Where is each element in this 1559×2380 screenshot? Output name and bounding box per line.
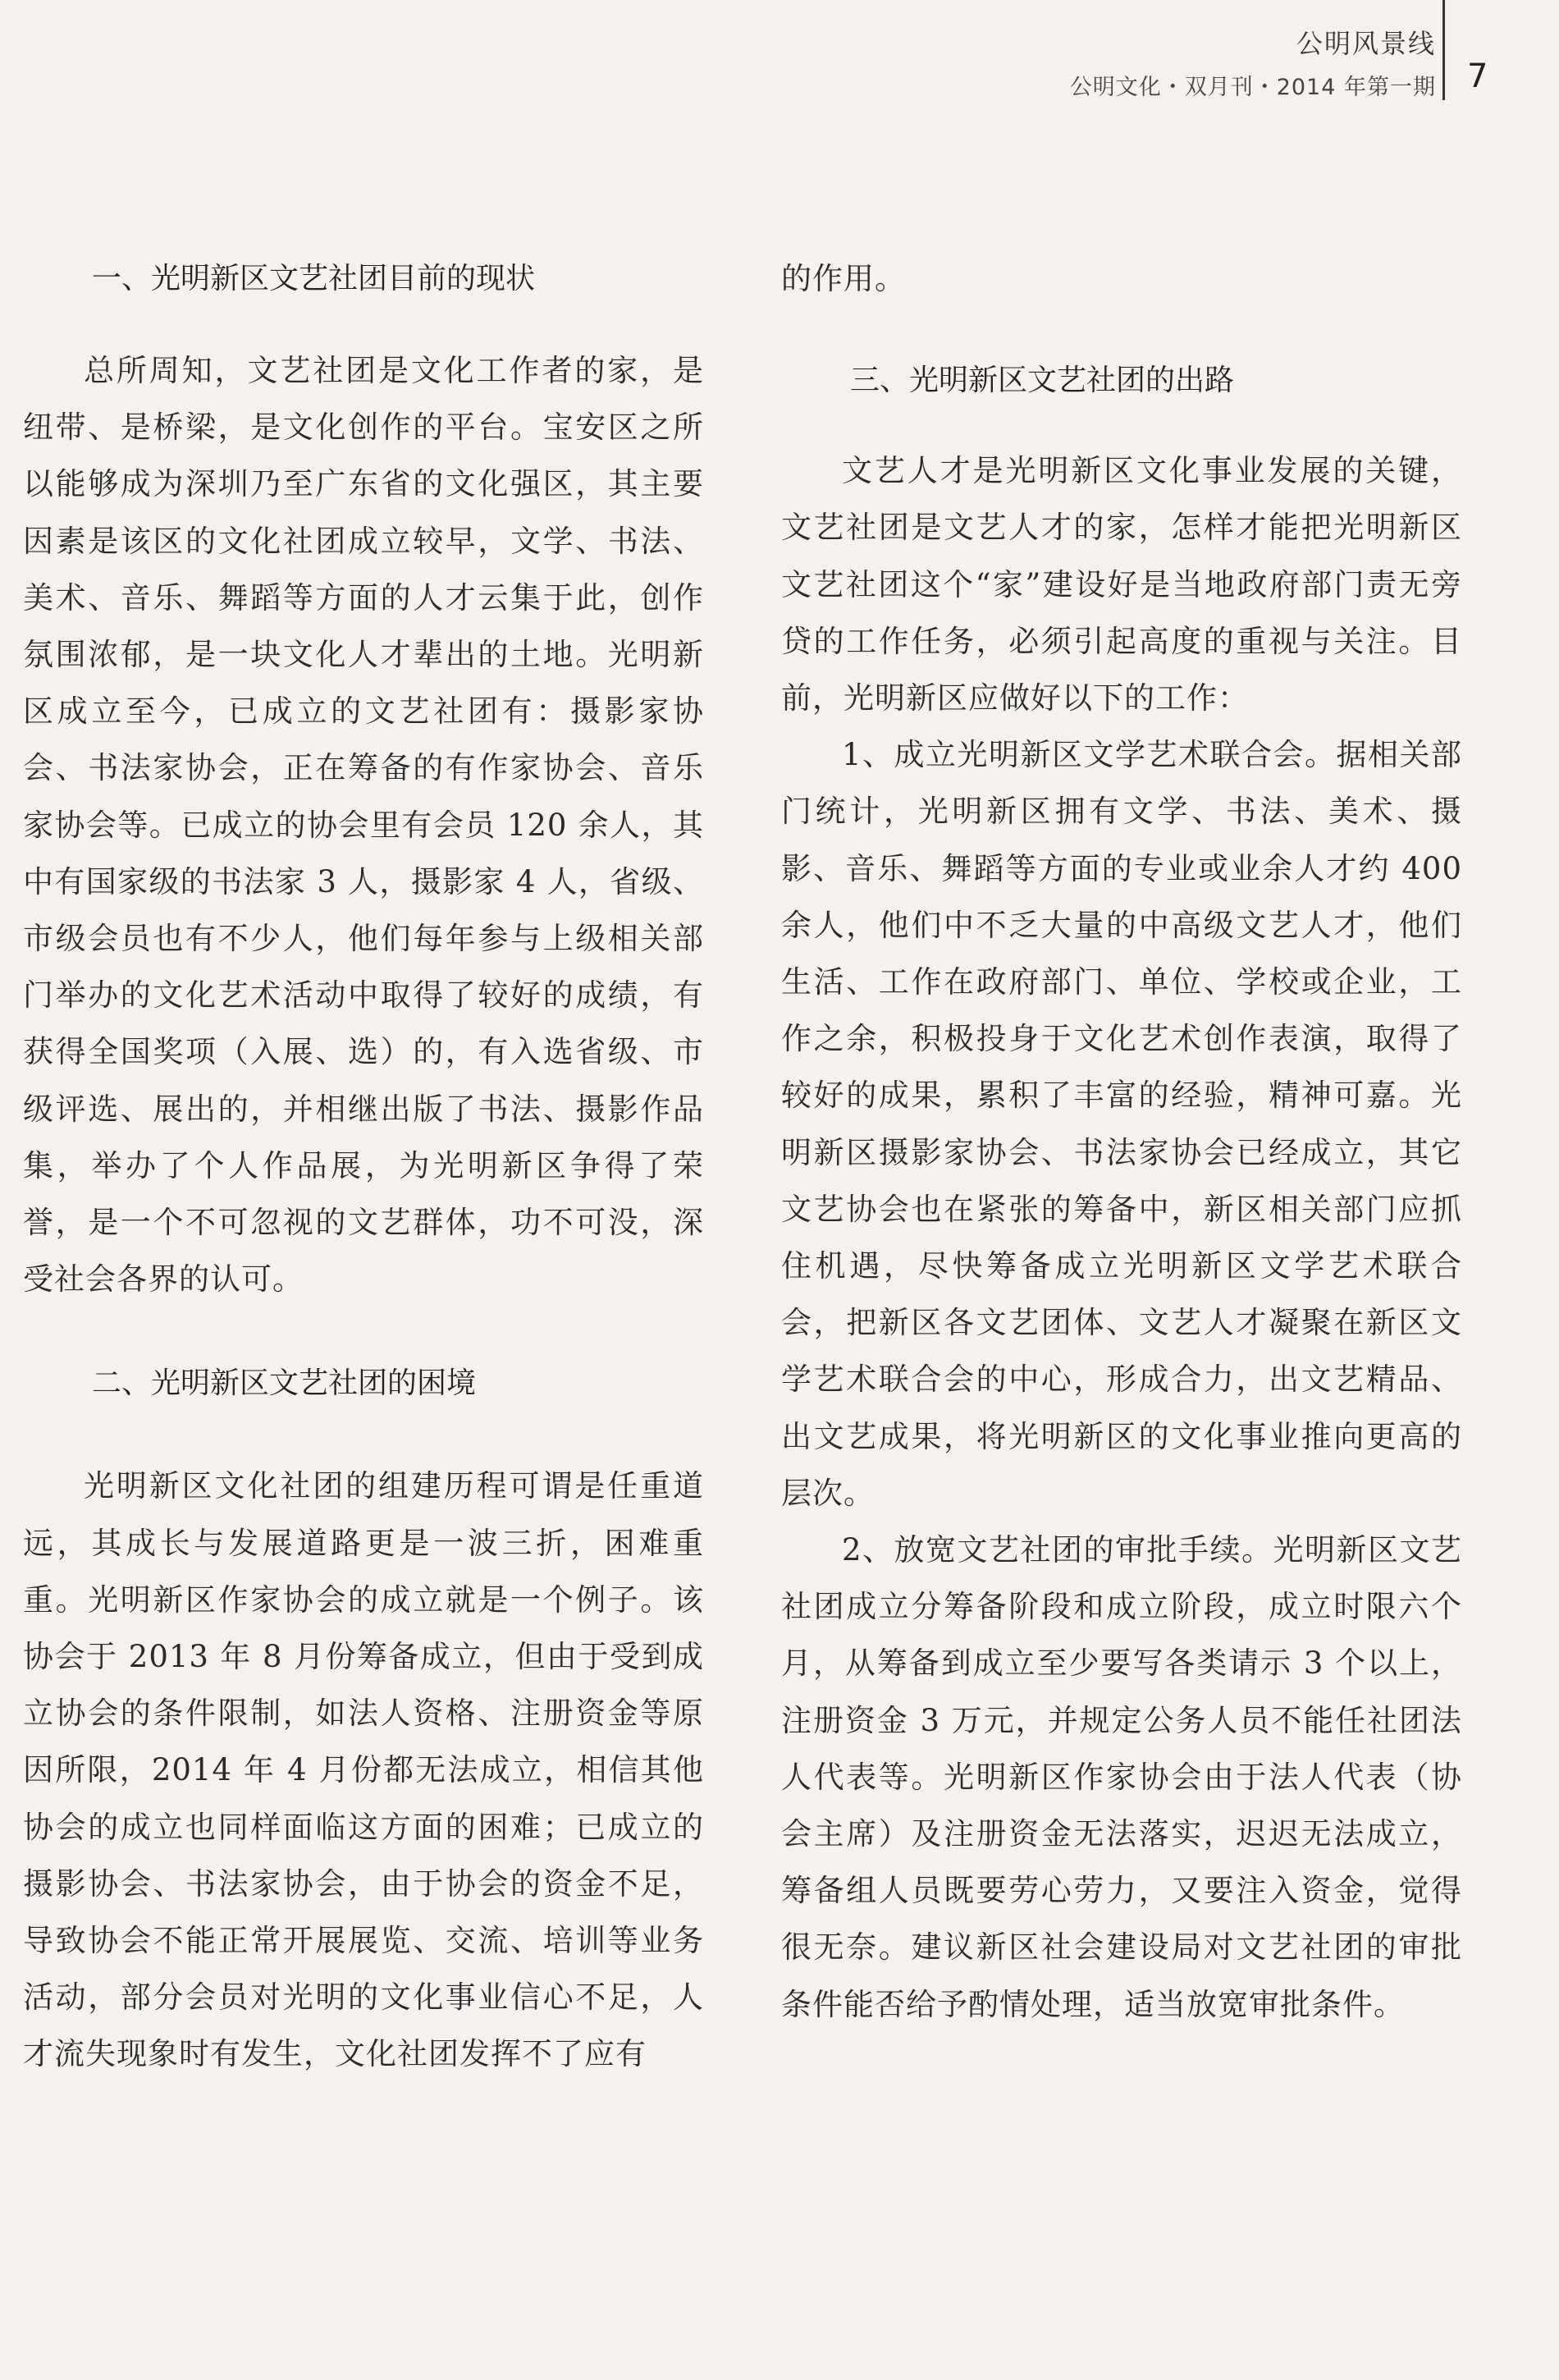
section-heading-1: 一、光明新区文艺社团目前的现状 [92,262,536,295]
right-column [781,250,1462,2033]
column-title: 公明风景线 [1296,28,1436,59]
section-1-paragraph: 总所周知，文艺社团是文化工作者的家，是纽带、是桥梁，是文化创作的平台。宝安区之所以能够成为深圳乃至广东省的文化强区，其主要因素是该区的文化社团成立较早，文学、书法、美术、音乐、舞蹈等方面的人才云集于此，创作氛围浓郁，是一块文化人才辈出的土地。光明新区成立至今，已成立的文艺社团有：摄影家协会、书法家协会，正在筹备的有作家协会、音乐家协会等。已成立的协会里有会员 120 余人，其中有国家级的书法家 3 人，摄影家 4 人，省级、市级会员也有不少人，他们每年参与上级相关部门举办的文化艺术活动中取得了较好的成绩，有获得全国奖项（入展、选）的，有入选省级、市级评选、展出的，并相继出版了书法、摄影作品集，举办了个人作品展，为光明新区争得了荣誉，是一个不可忽视的文艺群体，功不可没，深受社会各界的认可。 [23,353,704,1298]
section-2-continuation: 的作用。 [781,261,906,296]
issue-info: 公明文化・双月刊・2014 年第一期 [1069,75,1436,100]
section-3-paragraph-item-1: 1、成立光明新区文学艺术联合会。据相关部门统计，光明新区拥有文学、书法、美术、摄影、音乐、舞蹈等方面的专业或业余人才约 400 余人，他们中不乏大量的中高级文艺人才，他们生活、工作在政府部门、单位、学校或企业，工作之余，积极投身于文化艺术创作表演，取得了较好的成果，累积了丰富的经验，精神可嘉。光明新区摄影家协会、书法家协会已经成立，其它文艺协会也在紧张的筹备中，新区相关部门应抓住机遇，尽快筹备成立光明新区文学艺术联合会，把新区各文艺团体、文艺人才凝聚在新区文学艺术联合会的中心，形成合力，出文艺精品、出文艺成果，将光明新区的文化事业推向更高的层次。 [781,737,1462,1511]
section-3-paragraph-intro: 文艺人才是光明新区文化事业发展的关键，文艺社团是文艺人才的家，怎样才能把光明新区文艺社团这个“家”建设好是当地政府部门责无旁贷的工作任务，必须引起高度的重视与关注。目前，光明新区应做好以下的工作： [781,453,1462,716]
page-number: 7 [1467,57,1488,95]
header-divider [1442,0,1445,100]
section-3-paragraph-item-2: 2、放宽文艺社团的审批手续。光明新区文艺社团成立分筹备阶段和成立阶段，成立时限六个月，从筹备到成立至少要写各类请示 3 个以上，注册资金 3 万元，并规定公务人员不能任社团法人代表等。光明新区作家协会由于法人代表（协会主席）及注册资金无法落实，迟迟无法成立，筹备组人员既要劳心劳力，又要注入资金，觉得很无奈。建议新区社会建设局对文艺社团的审批条件能否给予酌情处理，适当放宽审批条件。 [781,1532,1462,2022]
running-header [1070,23,1436,101]
section-heading-3: 三、光明新区文艺社团的出路 [850,364,1235,398]
section-2-paragraph: 光明新区文化社团的组建历程可谓是任重道远，其成长与发展道路更是一波三折，困难重重。光明新区作家协会的成立就是一个例子。该协会于 2013 年 8 月份筹备成立，但由于受到成立协会的条件限制，如法人资格、注册资金等原因所限，2014 年 4 月份都无法成立，相信其他协会的成立也同样面临这方面的困难；已成立的摄影协会、书法家协会，由于协会的资金不足，导致协会不能正常开展展览、交流、培训等业务活动，部分会员对光明的文化事业信心不足，人才流失现象时有发生，文化社团发挥不了应有 [23,1468,704,2072]
left-column [23,250,704,2083]
section-heading-2: 二、光明新区文艺社团的困境 [92,1366,477,1401]
